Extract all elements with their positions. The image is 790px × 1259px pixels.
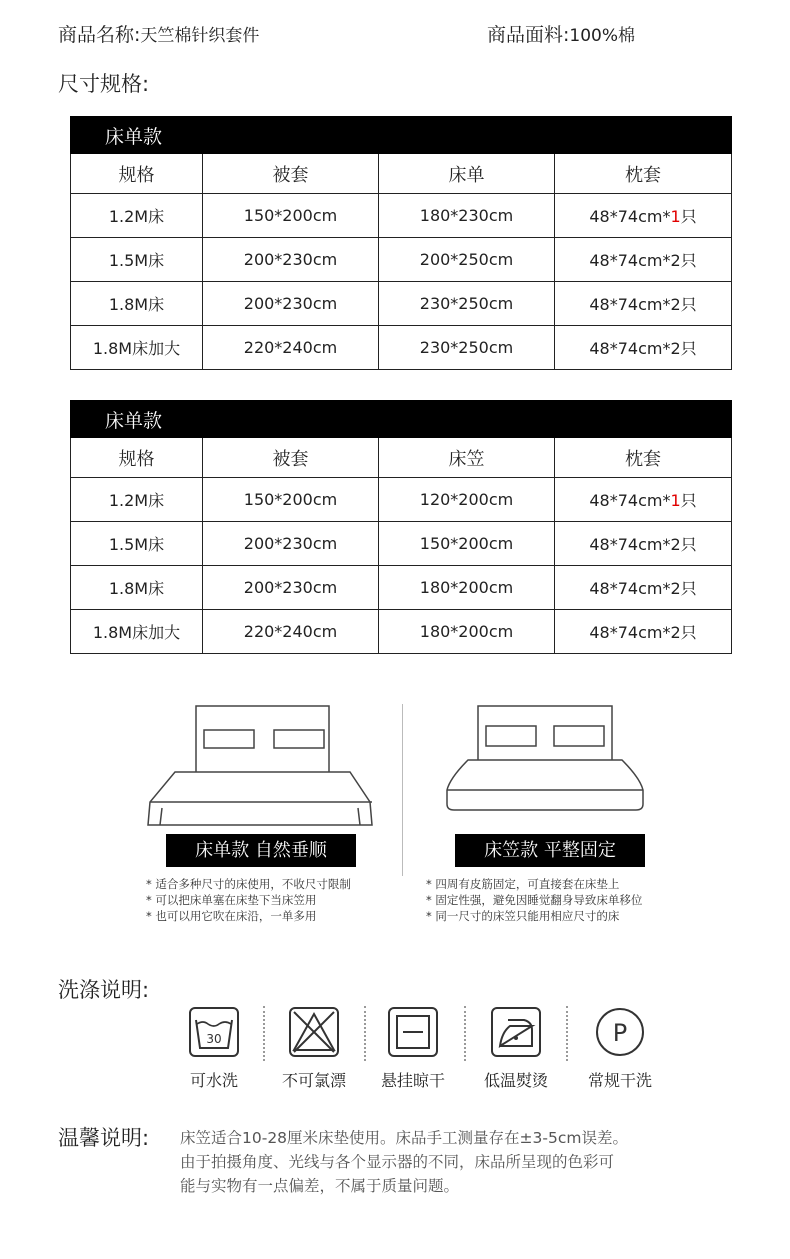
table-row (71, 326, 732, 370)
table-cell: 120*200cm (379, 478, 555, 522)
tips-line: 由于拍摄角度、光线与各个显示器的不同，床品所呈现的色彩可 (180, 1153, 615, 1171)
table-cell: 1.8M床 (71, 282, 203, 326)
table-header: 规格 (71, 154, 203, 194)
table-cell: 48*74cm*2只 (555, 282, 732, 326)
table-cell: 180*200cm (379, 566, 555, 610)
table-title: 床单款 (71, 401, 732, 438)
tips-text (180, 1126, 628, 1198)
table-cell: 180*230cm (379, 194, 555, 238)
table-row (71, 194, 732, 238)
product-name (58, 20, 259, 47)
note-line: * 可以把床单塞在床垫下当床笠用 (146, 893, 317, 907)
fitted-sheet-notes (426, 876, 642, 924)
highlight-number: 1 (670, 207, 681, 226)
wash-temp-text: 30 (206, 1032, 222, 1046)
table-cell: 48*74cm*2只 (555, 238, 732, 282)
table-row (71, 478, 732, 522)
tips-line: 床笠适合10-28厘米床垫使用。床品手工测量存在±3-5cm误差。 (180, 1129, 628, 1147)
table-row (71, 566, 732, 610)
table-cell: 150*200cm (203, 478, 379, 522)
care-heading: 洗涤说明: (58, 978, 150, 1002)
table-cell: 200*230cm (203, 282, 379, 326)
separator (464, 1006, 466, 1061)
table-cell: 1.8M床加大 (71, 326, 203, 370)
cell-text: 只 (680, 207, 697, 226)
table-cell: 220*240cm (203, 610, 379, 654)
table-cell (555, 478, 732, 522)
table-row (71, 522, 732, 566)
care-item-wash (174, 1006, 254, 1091)
care-label: 低温熨烫 (483, 1071, 548, 1090)
care-item-dry-clean (580, 1006, 660, 1091)
fitted-sheet-label: 床笠款 平整固定 (455, 834, 645, 867)
table-header: 床笠 (379, 438, 555, 478)
table-cell: 200*230cm (203, 522, 379, 566)
note-line: * 也可以用它吹在床沿，一单多用 (146, 909, 317, 923)
product-fabric-label: 商品面料: (487, 24, 570, 46)
cell-text: 只 (680, 491, 697, 510)
dry-clean-icon (594, 1006, 646, 1058)
fitted-sheet-bed-illustration (440, 700, 650, 815)
table-cell: 1.2M床 (71, 478, 203, 522)
note-line: * 适合多种尺寸的床使用，不收尺寸限制 (146, 877, 351, 891)
tips-line: 能与实物有一点偏差，不属于质量问题。 (180, 1177, 460, 1195)
no-bleach-icon (288, 1006, 340, 1058)
table-cell: 1.5M床 (71, 238, 203, 282)
care-item-hang-dry (373, 1006, 453, 1091)
size-table-fitted (70, 400, 732, 654)
tips-heading: 温馨说明: (58, 1126, 150, 1150)
table-header: 枕套 (555, 438, 732, 478)
size-table-sheet (70, 116, 732, 370)
table-cell: 150*200cm (203, 194, 379, 238)
table-cell: 1.8M床加大 (71, 610, 203, 654)
care-label: 常规干洗 (587, 1071, 652, 1090)
separator (263, 1006, 265, 1061)
note-line: * 固定性强，避免因睡觉翻身导致床单移位 (426, 893, 643, 907)
separator (364, 1006, 366, 1061)
wash-30-icon (188, 1006, 240, 1058)
table-cell (555, 194, 732, 238)
note-line: * 同一尺寸的床笠只能用相应尺寸的床 (426, 909, 620, 923)
table-header: 被套 (203, 154, 379, 194)
care-label: 悬挂晾干 (380, 1071, 445, 1090)
table-cell: 48*74cm*2只 (555, 326, 732, 370)
table-cell: 48*74cm*2只 (555, 610, 732, 654)
separator (566, 1006, 568, 1061)
dry-clean-letter: P (612, 1019, 628, 1047)
table-cell: 48*74cm*2只 (555, 522, 732, 566)
table-row (71, 238, 732, 282)
table-cell: 230*250cm (379, 282, 555, 326)
cell-text: 48*74cm* (589, 491, 671, 510)
care-label: 不可氯漂 (281, 1071, 346, 1090)
table-header: 枕套 (555, 154, 732, 194)
size-heading: 尺寸规格: (58, 72, 150, 96)
flat-sheet-bed-illustration (140, 700, 385, 835)
table-title: 床单款 (71, 117, 732, 154)
cell-text: 48*74cm* (589, 207, 671, 226)
table-header: 床单 (379, 154, 555, 194)
highlight-number: 1 (670, 491, 681, 510)
table-row (71, 610, 732, 654)
hang-dry-icon (387, 1006, 439, 1058)
table-cell: 1.8M床 (71, 566, 203, 610)
product-name-label: 商品名称: (58, 24, 141, 46)
care-item-low-iron (476, 1006, 556, 1091)
divider (402, 704, 403, 876)
table-header: 被套 (203, 438, 379, 478)
product-fabric (487, 20, 635, 47)
table-cell: 200*230cm (203, 566, 379, 610)
flat-sheet-label: 床单款 自然垂顺 (166, 834, 356, 867)
table-row (71, 282, 732, 326)
low-iron-icon (490, 1006, 542, 1058)
table-header: 规格 (71, 438, 203, 478)
table-cell: 200*250cm (379, 238, 555, 282)
table-cell: 180*200cm (379, 610, 555, 654)
product-fabric-value: 100%棉 (569, 26, 636, 46)
product-name-value: 天竺棉针织套件 (140, 26, 260, 46)
table-cell: 230*250cm (379, 326, 555, 370)
table-cell: 48*74cm*2只 (555, 566, 732, 610)
table-cell: 200*230cm (203, 238, 379, 282)
care-label: 可水洗 (189, 1071, 238, 1090)
note-line: * 四周有皮筋固定，可直接套在床垫上 (426, 877, 620, 891)
table-cell: 1.2M床 (71, 194, 203, 238)
table-cell: 150*200cm (379, 522, 555, 566)
table-cell: 1.5M床 (71, 522, 203, 566)
table-cell: 220*240cm (203, 326, 379, 370)
care-item-no-bleach (274, 1006, 354, 1091)
flat-sheet-notes (146, 876, 351, 924)
